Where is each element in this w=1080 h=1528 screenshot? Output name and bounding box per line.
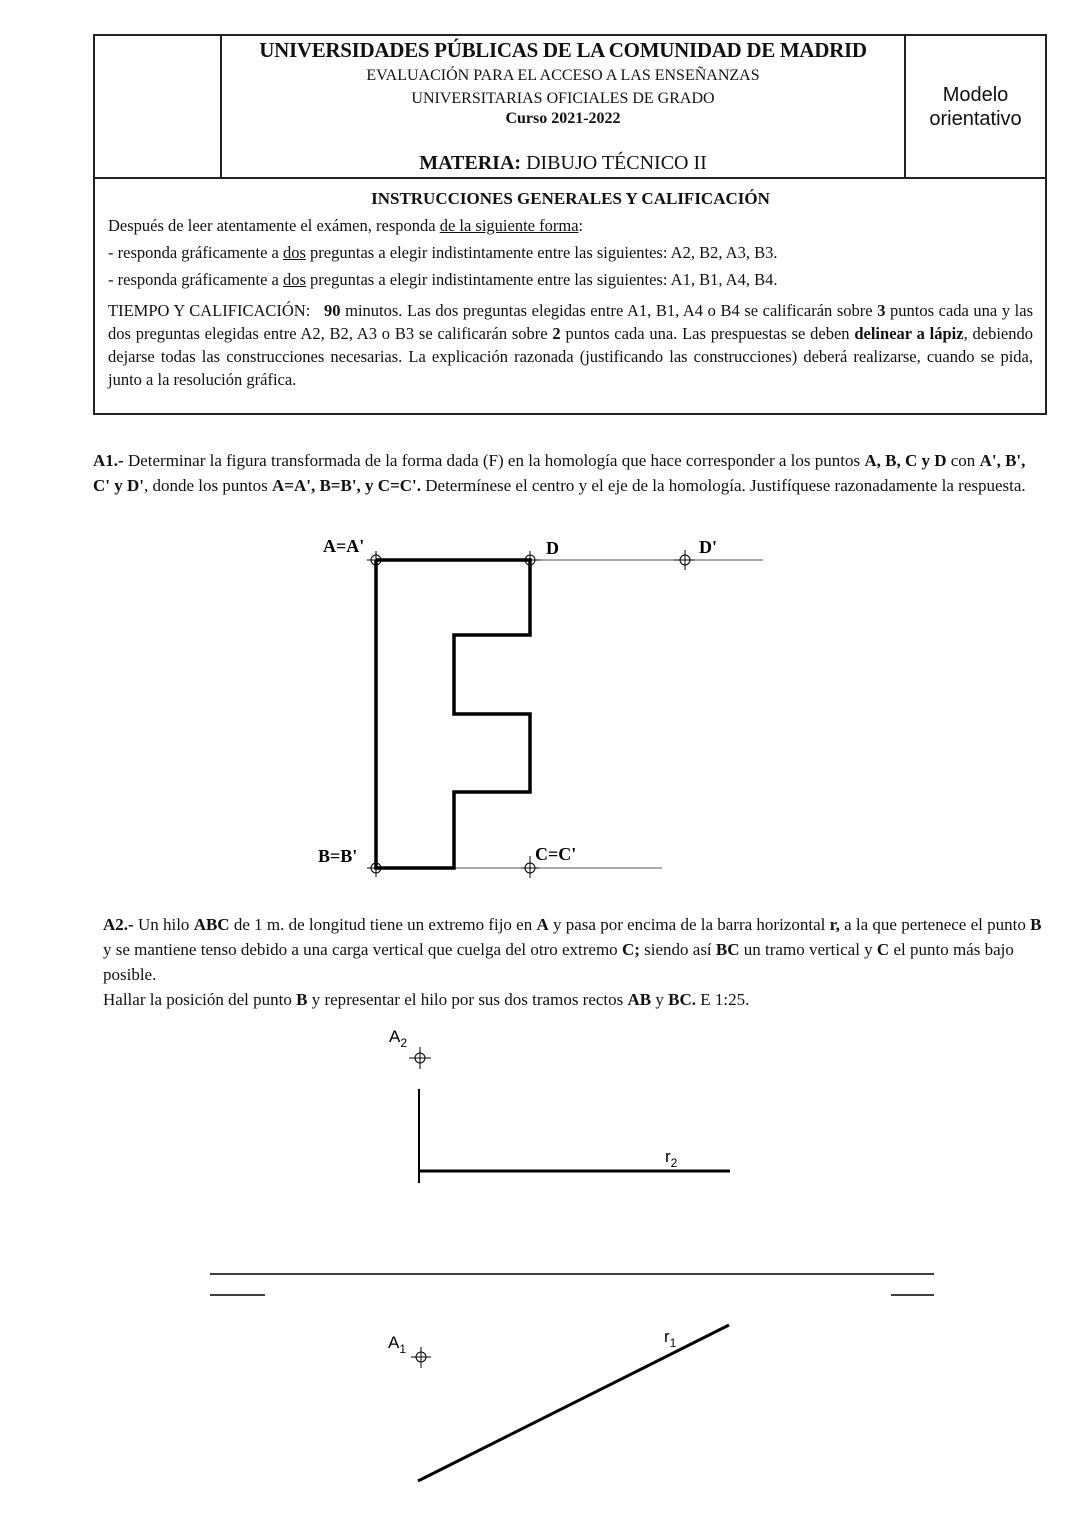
a2-l2-t3: y xyxy=(651,990,669,1009)
intro-text: Después de leer atentamente el exámen, responda xyxy=(108,216,440,235)
a1-drawing xyxy=(318,536,763,878)
item2-suffix: preguntas a elegir indistintamente entre las siguientes: A1, B1, A4, B4. xyxy=(305,270,778,289)
label-a2 xyxy=(389,1027,407,1050)
a2-t5: y se mantiene tenso debido a una carga vertical que cuelga del otro extremo xyxy=(103,940,622,959)
a2-l2-b3: BC. xyxy=(668,990,697,1009)
a2-b7: C xyxy=(876,940,890,959)
time-text-3: puntos cada una. Las prespuestas se deben xyxy=(560,324,855,343)
a2-l2-b2: AB xyxy=(627,990,652,1009)
evaluation-line-1: EVALUACIÓN PARA EL ACCESO A LAS ENSEÑANZAS xyxy=(366,67,760,84)
bar-r1 xyxy=(418,1325,729,1481)
model-line-2: orientativo xyxy=(929,107,1022,130)
item2-prefix: - responda gráficamente a xyxy=(108,270,283,289)
time-text-4: , debiendo dejarse todas las construcciones necesarias. La explicación razonada (justificando las construcciones) deberá realizarse, cuando se pida, junto a la resolución gráfica. xyxy=(108,324,1033,389)
question-a2-id: A2.- xyxy=(103,915,134,934)
a1-t2: con xyxy=(946,451,980,470)
item2-underlined: dos xyxy=(283,270,306,289)
question-a1-id: A1.- xyxy=(93,451,124,470)
a2-b4: B xyxy=(1030,915,1042,934)
time-text-1: minutos. Las dos preguntas elegidas entre A1, B1, A4 o B4 se calificarán sobre xyxy=(340,301,878,320)
a2-b2: A xyxy=(536,915,549,934)
course-year: Curso 2021-2022 xyxy=(505,110,621,127)
a2-b3: r, xyxy=(829,915,840,934)
label-a: A=A' xyxy=(323,536,365,556)
points-a: 3 xyxy=(877,301,886,320)
label-b: B=B' xyxy=(318,846,358,866)
a2-t2: de 1 m. de longitud tiene un extremo fijo en xyxy=(229,915,537,934)
label-a2-letter: A xyxy=(389,1027,401,1046)
label-d-prime: D' xyxy=(699,537,717,557)
a2-t8: el punto más bajo posible. xyxy=(103,940,1014,984)
a2-t7: un tramo vertical y xyxy=(739,940,877,959)
point-a2-marker xyxy=(409,1047,431,1069)
subject-value: DIBUJO TÉCNICO II xyxy=(526,152,707,174)
pencil-note: delinear a lápiz xyxy=(854,324,964,343)
intro-underlined: de la siguiente forma xyxy=(439,216,579,235)
a1-t1: Determinar la figura transformada de la forma dada (F) en la homología que hace corresponder a los puntos xyxy=(123,451,865,470)
a1-b2: A', B', C' y D' xyxy=(93,451,1026,495)
point-a1-marker xyxy=(411,1347,431,1368)
label-a1-letter: A xyxy=(388,1333,400,1352)
item1-underlined: dos xyxy=(283,243,306,262)
a2-t3: y pasa por encima de la barra horizontal xyxy=(548,915,830,934)
a1-t4: Determínese el centro y el eje de la homología. Justifíquese razonadamente la respuesta. xyxy=(421,476,1026,495)
item1-suffix: preguntas a elegir indistintamente entre las siguientes: A2, B2, A3, B3. xyxy=(305,243,778,262)
a1-b1: A, B, C y D xyxy=(864,451,947,470)
intro-suffix: : xyxy=(578,216,584,235)
time-minutes: 90 xyxy=(324,301,341,320)
item1-prefix: - responda gráficamente a xyxy=(108,243,283,262)
label-r1 xyxy=(664,1327,677,1350)
a2-plan-drawing xyxy=(388,1325,729,1481)
a2-t6: siendo así xyxy=(639,940,716,959)
point-a-marker xyxy=(367,551,385,569)
a2-l2-b1: B xyxy=(296,990,308,1009)
a1-t3: , donde los puntos xyxy=(144,476,272,495)
a2-elevation-drawing xyxy=(389,1027,730,1183)
time-label: TIEMPO Y CALIFICACIÓN: xyxy=(108,301,311,320)
a2-b5: C; xyxy=(621,940,640,959)
time-text-2: puntos cada una y las dos preguntas elegidas entre A2, B2, A3 o B3 se calificarán sobre xyxy=(108,301,1033,343)
instructions-title: INSTRUCCIONES GENERALES Y CALIFICACIÓN xyxy=(371,189,770,208)
point-d-prime-marker xyxy=(674,550,695,570)
university-title: UNIVERSIDADES PÚBLICAS DE LA COMUNIDAD DE MADRID xyxy=(259,38,867,62)
figure-f xyxy=(376,560,530,868)
points-b: 2 xyxy=(552,324,561,343)
ground-line xyxy=(210,1274,934,1295)
model-line-1: Modelo xyxy=(942,83,1009,106)
a2-b1: ABC xyxy=(193,915,230,934)
a1-b3: A=A', B=B', y C=C'. xyxy=(271,476,421,495)
label-r1-sub: 1 xyxy=(669,1336,677,1350)
a2-l2-t1: Hallar la posición del punto xyxy=(103,990,297,1009)
a2-l2-t4: E 1:25. xyxy=(696,990,750,1009)
a2-t4: a la que pertenece el punto xyxy=(839,915,1031,934)
a2-t1: Un hilo xyxy=(133,915,194,934)
subject-label: MATERIA: xyxy=(419,152,522,174)
label-c: C=C' xyxy=(535,844,577,864)
a2-l2-t2: y representar el hilo por sus dos tramos rectos xyxy=(307,990,628,1009)
label-r2 xyxy=(665,1147,678,1170)
point-b-marker xyxy=(367,859,385,877)
label-r1-letter: r xyxy=(664,1327,670,1346)
a2-b6: BC xyxy=(715,940,740,959)
label-r2-letter: r xyxy=(665,1147,671,1166)
label-a1-sub: 1 xyxy=(399,1342,407,1356)
label-a1 xyxy=(388,1333,406,1356)
label-a2-sub: 2 xyxy=(400,1036,408,1050)
label-d: D xyxy=(546,538,559,558)
evaluation-line-2: UNIVERSITARIAS OFICIALES DE GRADO xyxy=(411,90,715,107)
label-r2-sub: 2 xyxy=(670,1156,678,1170)
